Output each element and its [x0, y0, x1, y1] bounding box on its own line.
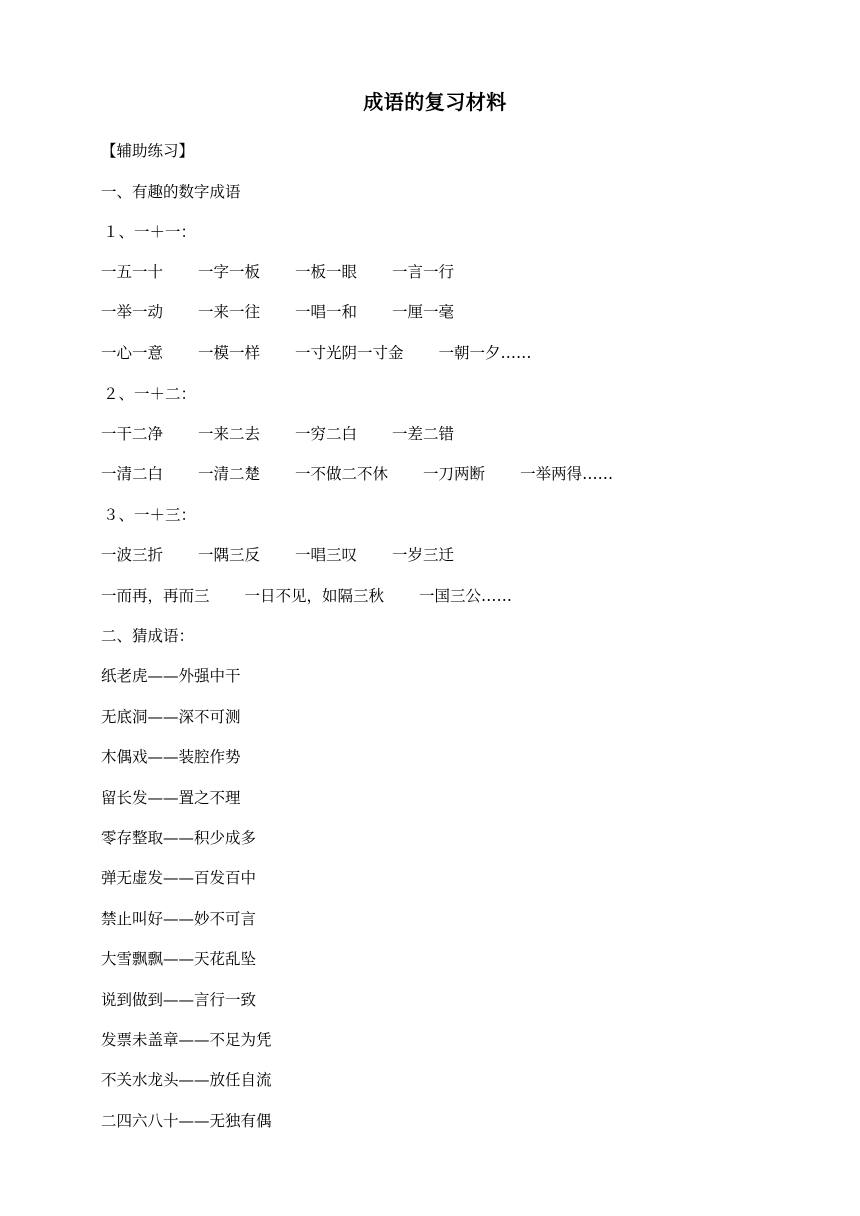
group1-label: １、一＋一： [103, 223, 197, 241]
idiom: 一波三折 [101, 546, 164, 564]
idiom: 一寸光阴一寸金 [295, 344, 404, 362]
idiom: 一日不见，如隔三秋 [244, 587, 385, 605]
idiom: 一差二错 [392, 425, 455, 443]
idiom: 一心一意 [101, 344, 164, 362]
idiom: 一厘一毫 [392, 303, 455, 321]
idiom: 一穷二白 [295, 425, 358, 443]
idiom: 一举一动 [101, 303, 164, 321]
riddle-item: 留长发——置之不理 [101, 789, 241, 807]
idiom: 一言一行 [392, 263, 455, 281]
idiom: 一模一样 [198, 344, 261, 362]
section-label: 【辅助练习】 [101, 142, 195, 160]
riddle-item: 零存整取——积少成多 [101, 829, 257, 847]
group1-row2 [101, 300, 454, 324]
riddle-item: 弹无虚发——百发百中 [101, 869, 257, 887]
group1-row1 [101, 260, 454, 284]
part1-heading: 一、有趣的数字成语 [101, 183, 241, 201]
idiom: 一国三公…… [419, 587, 513, 605]
idiom: 一刀两断 [423, 465, 486, 483]
idiom: 一五一十 [101, 263, 164, 281]
idiom: 一干二净 [101, 425, 164, 443]
riddle-item: 说到做到——言行一致 [101, 991, 257, 1009]
riddle-item: 无底洞——深不可测 [101, 708, 241, 726]
group2-row1 [101, 422, 454, 446]
idiom: 一清二楚 [198, 465, 261, 483]
group2-label: ２、一＋二： [103, 385, 197, 403]
idiom: 一板一眼 [295, 263, 358, 281]
idiom: 一而再，再而三 [101, 587, 210, 605]
idiom: 一唱三叹 [295, 546, 358, 564]
idiom: 一隅三反 [198, 546, 261, 564]
riddle-item: 禁止叫好——妙不可言 [101, 910, 257, 928]
group1-row3 [101, 341, 532, 365]
group2-row2 [101, 462, 613, 486]
part2-heading: 二、猜成语： [101, 627, 195, 645]
riddle-item: 发票未盖章——不足为凭 [101, 1031, 272, 1049]
idiom: 一清二白 [101, 465, 164, 483]
idiom: 一唱一和 [295, 303, 358, 321]
riddle-item: 不关水龙头——放任自流 [101, 1071, 272, 1089]
riddle-item: 二四六八十——无独有偶 [101, 1112, 272, 1130]
document-title: 成语的复习材料 [363, 90, 507, 114]
idiom: 一朝一夕…… [438, 344, 532, 362]
idiom: 一来二去 [198, 425, 261, 443]
idiom: 一字一板 [198, 263, 261, 281]
idiom: 一举两得…… [520, 465, 614, 483]
group3-row2 [101, 584, 512, 608]
group3-row1 [101, 543, 454, 567]
group3-label: ３、一＋三： [103, 506, 197, 524]
idiom: 一岁三迁 [392, 546, 455, 564]
riddle-item: 纸老虎——外强中干 [101, 667, 241, 685]
idiom: 一不做二不休 [295, 465, 389, 483]
riddle-item: 大雪飘飘——天花乱坠 [101, 950, 257, 968]
riddle-item: 木偶戏——装腔作势 [101, 748, 241, 766]
idiom: 一来一往 [198, 303, 261, 321]
